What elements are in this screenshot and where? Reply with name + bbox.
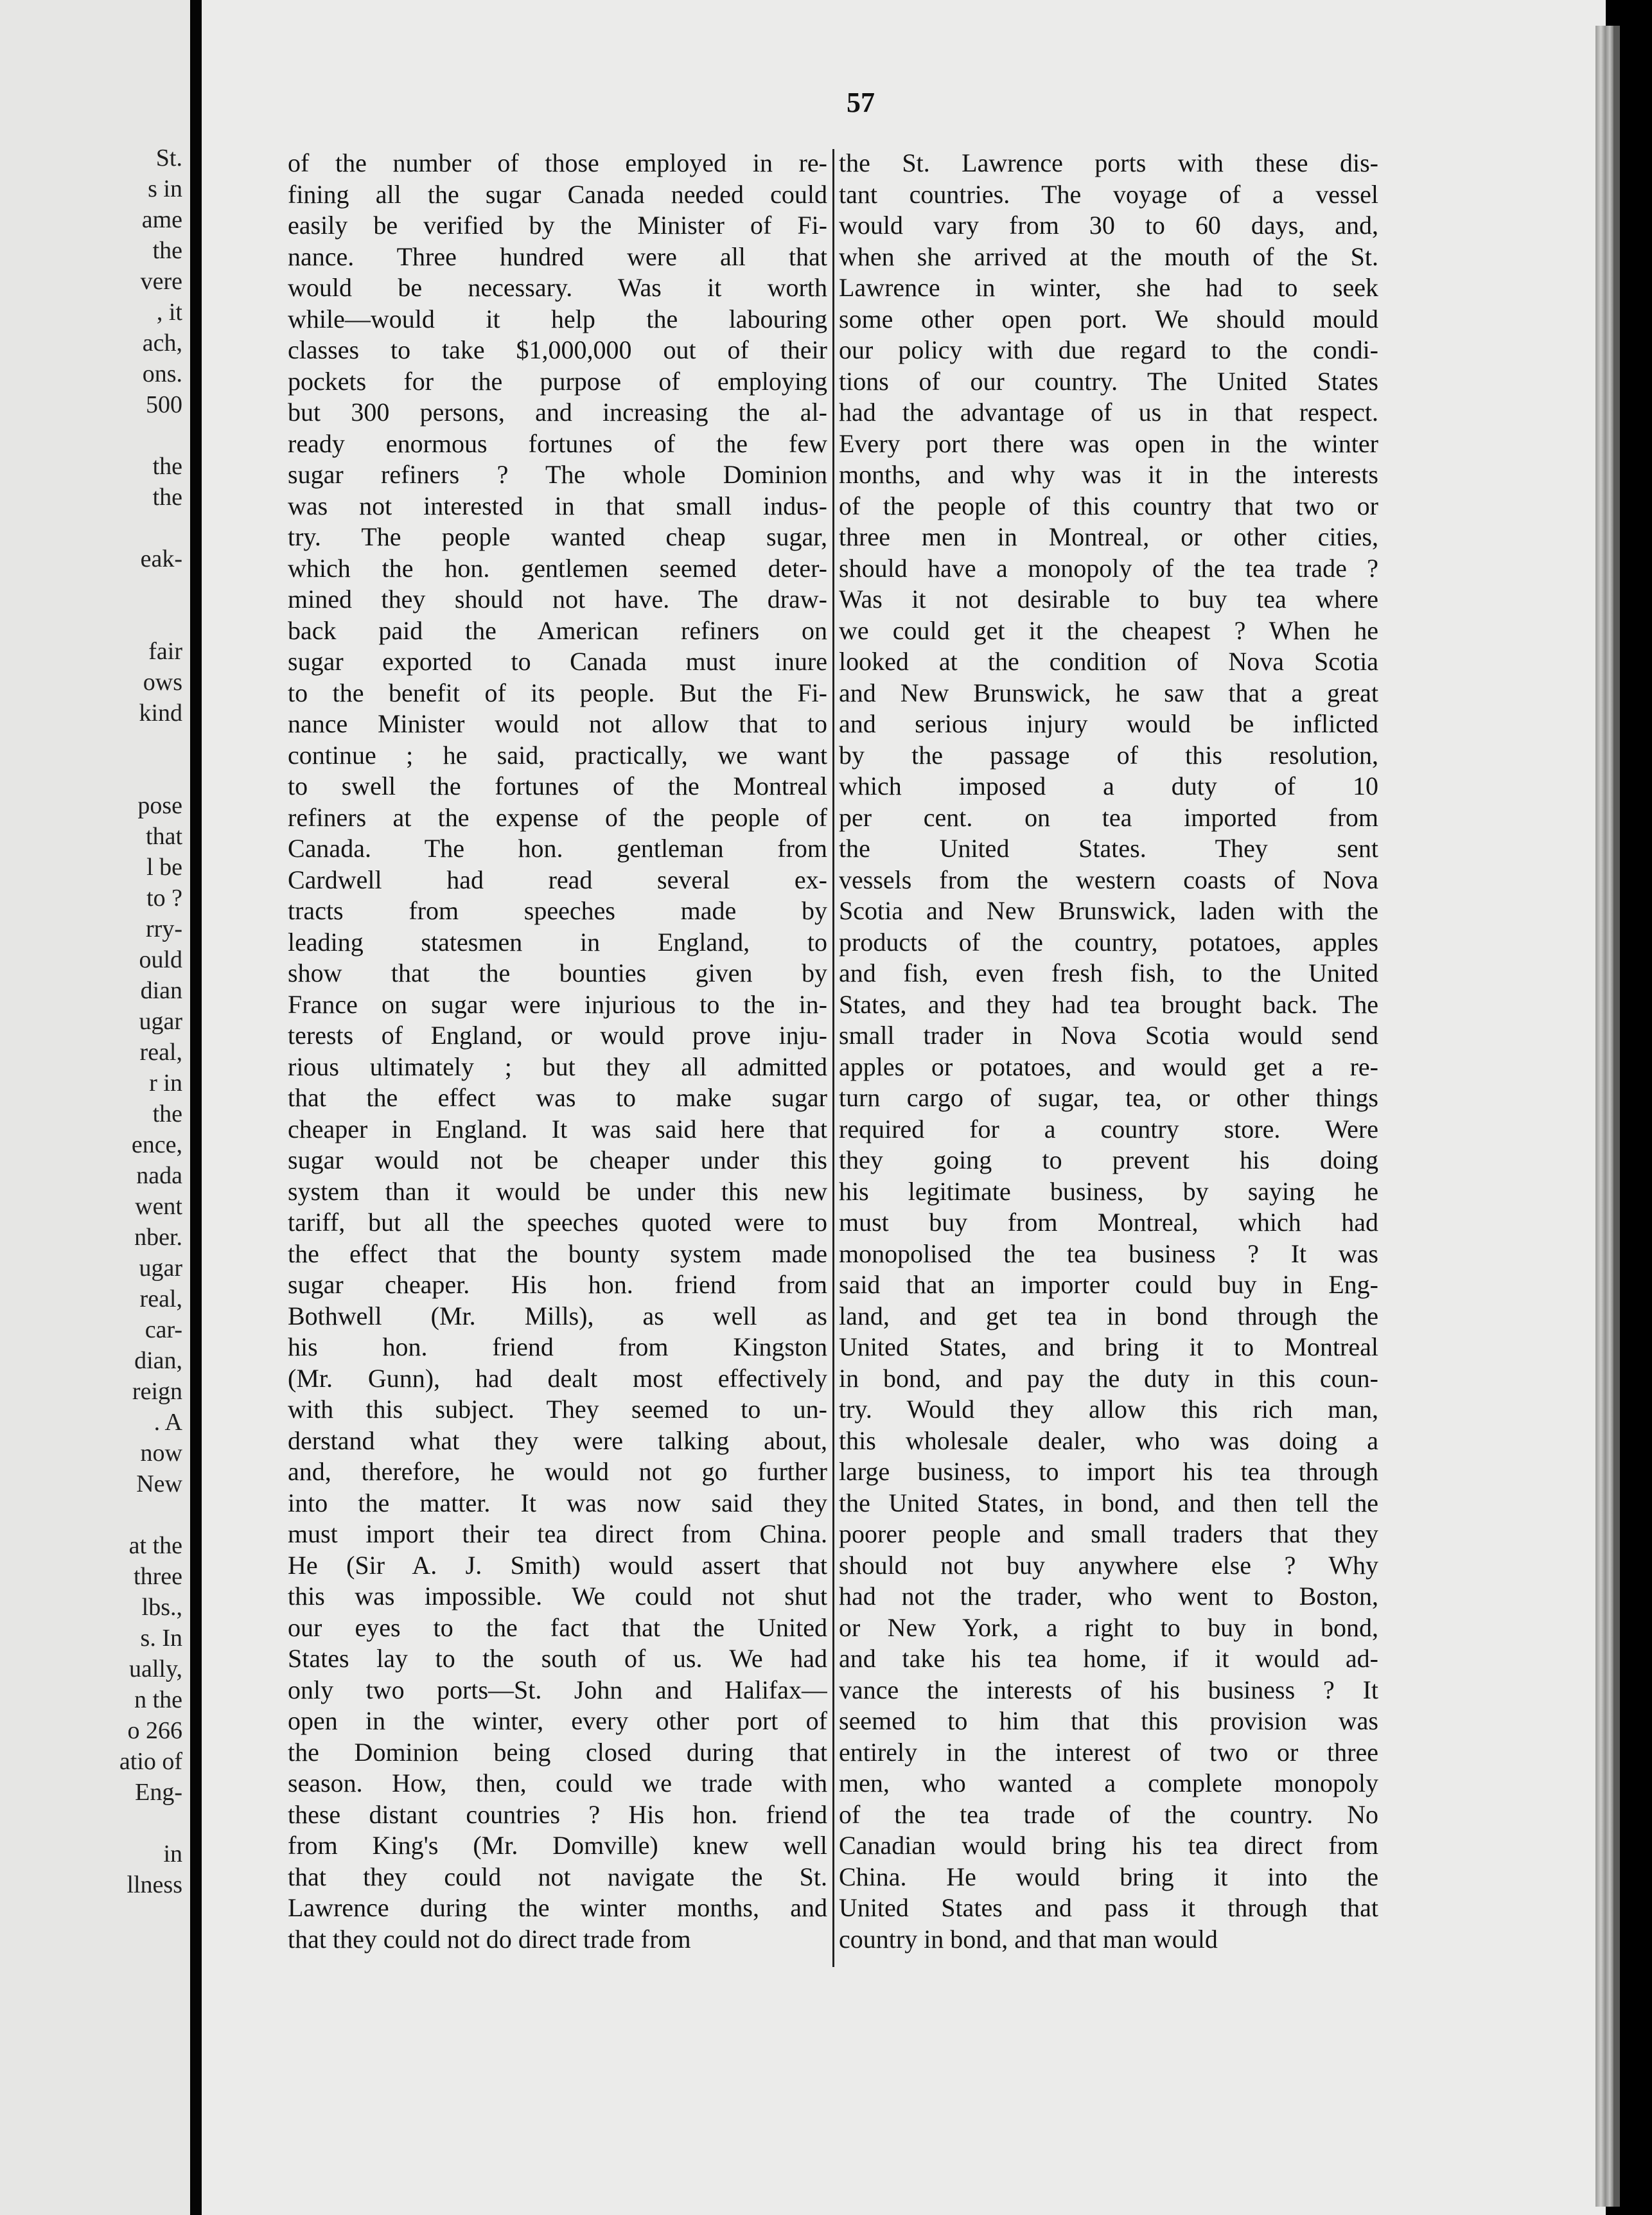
page-number: 57 — [847, 87, 875, 118]
left-page-text-fragment: car- — [145, 1316, 182, 1343]
text-line: had not the trader, who went to Boston, — [839, 1582, 1378, 1611]
text-line: try. Would they allow this rich man, — [839, 1395, 1378, 1424]
text-line: to the benefit of its people. But the Fi- — [288, 678, 827, 707]
left-page-text-fragment: fair — [148, 638, 182, 665]
text-line: of the number of those employed in re- — [288, 148, 827, 177]
left-page-text-fragment: ugar — [139, 1255, 182, 1282]
left-page-text-fragment: Eng- — [135, 1779, 182, 1806]
text-line: or New York, a right to buy in bond, — [839, 1612, 1378, 1642]
left-page-text-fragment: s. In — [140, 1625, 182, 1652]
text-line: when she arrived at the mouth of the St. — [839, 242, 1378, 271]
text-line: and New Brunswick, he saw that a great — [839, 678, 1378, 707]
text-line: continue ; he said, practically, we want — [288, 740, 827, 770]
text-line: sugar refiners ? The whole Dominion — [288, 460, 827, 489]
text-line: mined they should not have. The draw- — [288, 585, 827, 613]
text-line: that the effect was to make sugar — [288, 1083, 827, 1112]
left-page-text-fragment: at the — [128, 1532, 182, 1559]
text-line: by the passage of this resolution, — [839, 740, 1378, 770]
left-page-text-fragment: real, — [139, 1039, 182, 1066]
text-line: Lawrence during the winter months, and — [288, 1893, 827, 1922]
left-page-text-fragment — [119, 605, 182, 636]
text-line: his hon. friend from Kingston — [288, 1332, 827, 1361]
text-line: must buy from Montreal, which had — [839, 1208, 1378, 1237]
text-line: United States and pass it through that — [839, 1893, 1378, 1922]
text-line: three men in Montreal, or other cities, — [839, 522, 1378, 551]
text-line: and serious injury would be inflicted — [839, 709, 1378, 738]
left-page-text-fragment: in — [163, 1840, 182, 1867]
text-line: would be necessary. Was it worth — [288, 273, 827, 302]
text-line: nance Minister would not allow that to — [288, 709, 827, 738]
text-line: to swell the fortunes of the Montreal — [288, 772, 827, 800]
left-page-text-fragment: ould — [139, 946, 182, 973]
left-page-text-fragment: New — [136, 1470, 182, 1497]
text-line: the United States, in bond, and then tell the — [839, 1488, 1378, 1517]
text-line: tariff, but all the speeches quoted were to — [288, 1208, 827, 1237]
left-page-text-fragment — [119, 574, 182, 605]
text-line: required for a country store. Were — [839, 1114, 1378, 1143]
left-page-text-fragment: to ? — [146, 885, 182, 912]
text-line: this was impossible. We could not shut — [288, 1582, 827, 1611]
left-page-text-fragment: llness — [127, 1871, 182, 1898]
left-page-text-fragment: now — [140, 1440, 182, 1467]
text-line: and, therefore, he would not go further — [288, 1457, 827, 1486]
text-line: Scotia and New Brunswick, laden with the — [839, 896, 1378, 925]
text-line: Every port there was open in the winter — [839, 428, 1378, 458]
text-line: should have a monopoly of the tea trade ? — [839, 553, 1378, 583]
text-line: China. He would bring it into the — [839, 1862, 1378, 1891]
text-line: He (Sir A. J. Smith) would assert that — [288, 1550, 827, 1580]
left-page-text-fragment: dian, — [134, 1347, 182, 1374]
text-line: refiners at the expense of the people of — [288, 802, 827, 832]
text-line: with this subject. They seemed to un- — [288, 1395, 827, 1424]
text-line: sugar exported to Canada must inure — [288, 647, 827, 676]
left-page-text-fragment — [119, 1808, 182, 1839]
text-line: vance the interests of his business ? It — [839, 1675, 1378, 1704]
left-page-text-fragment: that — [146, 823, 182, 850]
text-line: rious ultimately ; but they all admitted — [288, 1052, 827, 1081]
text-line: ready enormous fortunes of the few — [288, 428, 827, 458]
text-line: poorer people and small traders that they — [839, 1519, 1378, 1548]
left-page-text-fragment: the — [152, 484, 182, 511]
text-line: Lawrence in winter, she had to seek — [839, 273, 1378, 302]
text-line: pockets for the purpose of employing — [288, 366, 827, 396]
text-line: Canada. The hon. gentleman from — [288, 834, 827, 863]
text-line: United States, and bring it to Montreal — [839, 1332, 1378, 1361]
text-line: from King's (Mr. Domville) knew well — [288, 1831, 827, 1860]
text-line: that they could not do direct trade from — [288, 1924, 691, 1954]
left-page-text-fragment: o 266 — [127, 1717, 182, 1744]
text-column-left — [288, 148, 827, 1955]
text-line: country in bond, and that man would — [839, 1924, 1218, 1954]
left-page-text-fragment: three — [134, 1563, 182, 1590]
left-page-text-fragment: ach, — [142, 330, 182, 357]
text-line: and take his tea home, if it would ad- — [839, 1644, 1378, 1673]
text-line: States lay to the south of us. We had — [288, 1644, 827, 1673]
text-line: tions of our country. The United States — [839, 366, 1378, 396]
text-line: of the tea trade of the country. No — [839, 1799, 1378, 1829]
left-page-text-fragment: ugar — [139, 1008, 182, 1035]
text-line: into the matter. It was now said they — [288, 1488, 827, 1517]
text-line: France on sugar were injurious to the in- — [288, 989, 827, 1019]
text-line: had the advantage of us in that respect. — [839, 398, 1378, 427]
text-line: season. How, then, could we trade with — [288, 1769, 827, 1797]
left-page-text-fragment: pose — [137, 792, 182, 819]
text-line: said that an importer could buy in Eng- — [839, 1270, 1378, 1299]
text-line: system than it would be under this new — [288, 1176, 827, 1206]
text-line: vessels from the western coasts of Nova — [839, 865, 1378, 894]
left-page-text-fragment: ows — [143, 669, 182, 696]
text-line: this wholesale dealer, who was doing a — [839, 1425, 1378, 1455]
left-page-text-fragment: vere — [140, 268, 182, 295]
left-page-text-fragment: lbs., — [141, 1594, 182, 1621]
text-line: the Dominion being closed during that — [288, 1737, 827, 1767]
column-divider — [832, 149, 834, 1967]
text-line: only two ports—St. John and Halifax— — [288, 1675, 827, 1704]
text-line: which the hon. gentlemen seemed deter- — [288, 553, 827, 583]
left-page-text-fragment — [119, 759, 182, 790]
left-page-text-fragment: 500 — [146, 391, 182, 418]
text-line: Cardwell had read several ex- — [288, 865, 827, 894]
left-page-text-fragment: kind — [139, 700, 182, 727]
left-page-text-fragment: . A — [154, 1409, 182, 1436]
left-page-text-fragment — [119, 420, 182, 451]
left-page-text-fragment: the — [152, 1100, 182, 1127]
left-page-text-fragment: atio of — [119, 1748, 182, 1775]
text-line: Canadian would bring his tea direct from — [839, 1831, 1378, 1860]
left-page-text-fragment: n the — [134, 1686, 182, 1713]
left-page-text-fragment: nada — [136, 1162, 182, 1189]
left-page-text-fragment: s in — [148, 175, 182, 202]
text-line: but 300 persons, and increasing the al- — [288, 398, 827, 427]
left-page-text-fragment: reign — [132, 1378, 182, 1405]
left-page-text-fragment: r in — [149, 1070, 182, 1097]
text-line: classes to take $1,000,000 out of their — [288, 335, 827, 364]
text-line: entirely in the interest of two or three — [839, 1737, 1378, 1767]
text-line: open in the winter, every other port of — [288, 1706, 827, 1735]
left-page-text-fragment — [119, 728, 182, 759]
text-line: his legitimate business, by saying he — [839, 1176, 1378, 1206]
text-line: months, and why was it in the interests — [839, 460, 1378, 489]
text-line: seemed to him that this provision was — [839, 1706, 1378, 1735]
left-page-text-fragment: went — [135, 1193, 182, 1220]
left-page-text-fragment — [119, 513, 182, 543]
left-page-text-fragment: ame — [141, 206, 182, 233]
left-page-text-fragment: , it — [156, 299, 182, 326]
left-page-text-fragment: ually, — [128, 1655, 182, 1682]
text-line: that they could not navigate the St. — [288, 1862, 827, 1891]
text-line: per cent. on tea imported from — [839, 802, 1378, 832]
text-line: leading statesmen in England, to — [288, 927, 827, 957]
text-line: terests of England, or would prove inju- — [288, 1021, 827, 1050]
left-page-text-fragment: dian — [140, 977, 182, 1004]
text-line: men, who wanted a complete monopoly — [839, 1769, 1378, 1797]
text-line: should not buy anywhere else ? Why — [839, 1550, 1378, 1580]
text-line: try. The people wanted cheap sugar, — [288, 522, 827, 551]
book-gutter — [190, 0, 202, 2215]
text-line: apples or potatoes, and would get a re- — [839, 1052, 1378, 1081]
text-column-right — [839, 148, 1378, 1955]
text-line: looked at the condition of Nova Scotia — [839, 647, 1378, 676]
text-line: turn cargo of sugar, tea, or other things — [839, 1083, 1378, 1112]
text-line: easily be verified by the Minister of Fi- — [288, 211, 827, 240]
page-stack-shadow — [1613, 26, 1620, 2207]
text-line: (Mr. Gunn), had dealt most effectively — [288, 1363, 827, 1393]
text-line: and fish, even fresh fish, to the United — [839, 958, 1378, 987]
text-line: back paid the American refiners on — [288, 615, 827, 645]
text-line: our eyes to the fact that the United — [288, 1612, 827, 1642]
text-line: would vary from 30 to 60 days, and, — [839, 211, 1378, 240]
left-page-text-fragment: eak- — [140, 545, 182, 572]
left-page-fragment — [0, 0, 190, 2215]
text-line: small trader in Nova Scotia would send — [839, 1021, 1378, 1050]
left-page-text-fragment: l be — [146, 854, 182, 881]
text-line: the United States. They sent — [839, 834, 1378, 863]
text-line: some other open port. We should mould — [839, 304, 1378, 333]
text-line: was not interested in that small indus- — [288, 491, 827, 520]
left-page-text-fragment: nber. — [134, 1224, 182, 1251]
left-page-text-fragment: real, — [139, 1285, 182, 1312]
text-line: which imposed a duty of 10 — [839, 772, 1378, 800]
left-page-text-fragment: ence, — [131, 1131, 182, 1158]
text-line: the St. Lawrence ports with these dis- — [839, 148, 1378, 177]
text-line: Bothwell (Mr. Mills), as well as — [288, 1301, 827, 1330]
text-line: Was it not desirable to buy tea where — [839, 585, 1378, 613]
text-line: sugar cheaper. His hon. friend from — [288, 1270, 827, 1299]
text-line: show that the bounties given by — [288, 958, 827, 987]
text-line: monopolised the tea business ? It was — [839, 1239, 1378, 1268]
left-page-text-fragment — [119, 1499, 182, 1530]
text-line: land, and get tea in bond through the — [839, 1301, 1378, 1330]
text-line: nance. Three hundred were all that — [288, 242, 827, 271]
text-line: States, and they had tea brought back. The — [839, 989, 1378, 1019]
text-line: tant countries. The voyage of a vessel — [839, 179, 1378, 209]
text-line: cheaper in England. It was said here that — [288, 1114, 827, 1143]
text-line: large business, to import his tea through — [839, 1457, 1378, 1486]
text-line: we could get it the cheapest ? When he — [839, 615, 1378, 645]
text-line: must import their tea direct from China. — [288, 1519, 827, 1548]
left-page-text-fragment: rry- — [146, 915, 182, 942]
left-page-text-fragments — [119, 143, 182, 1900]
text-line: products of the country, potatoes, apples — [839, 927, 1378, 957]
left-page-text-fragment: the — [152, 237, 182, 264]
page-stack-edge — [1595, 26, 1613, 2207]
text-line: in bond, and pay the duty in this coun- — [839, 1363, 1378, 1393]
text-line: the effect that the bounty system made — [288, 1239, 827, 1268]
left-page-text-fragment: ons. — [142, 360, 182, 387]
text-line: while—would it help the labouring — [288, 304, 827, 333]
left-page-text-fragment: the — [152, 453, 182, 480]
text-line: derstand what they were talking about, — [288, 1425, 827, 1455]
text-line: they going to prevent his doing — [839, 1145, 1378, 1174]
text-line: these distant countries ? His hon. friend — [288, 1799, 827, 1829]
text-line: sugar would not be cheaper under this — [288, 1145, 827, 1174]
text-line: fining all the sugar Canada needed could — [288, 179, 827, 209]
text-line: our policy with due regard to the condi- — [839, 335, 1378, 364]
left-page-text-fragment: St. — [155, 145, 182, 172]
text-line: tracts from speeches made by — [288, 896, 827, 925]
text-line: of the people of this country that two or — [839, 491, 1378, 520]
